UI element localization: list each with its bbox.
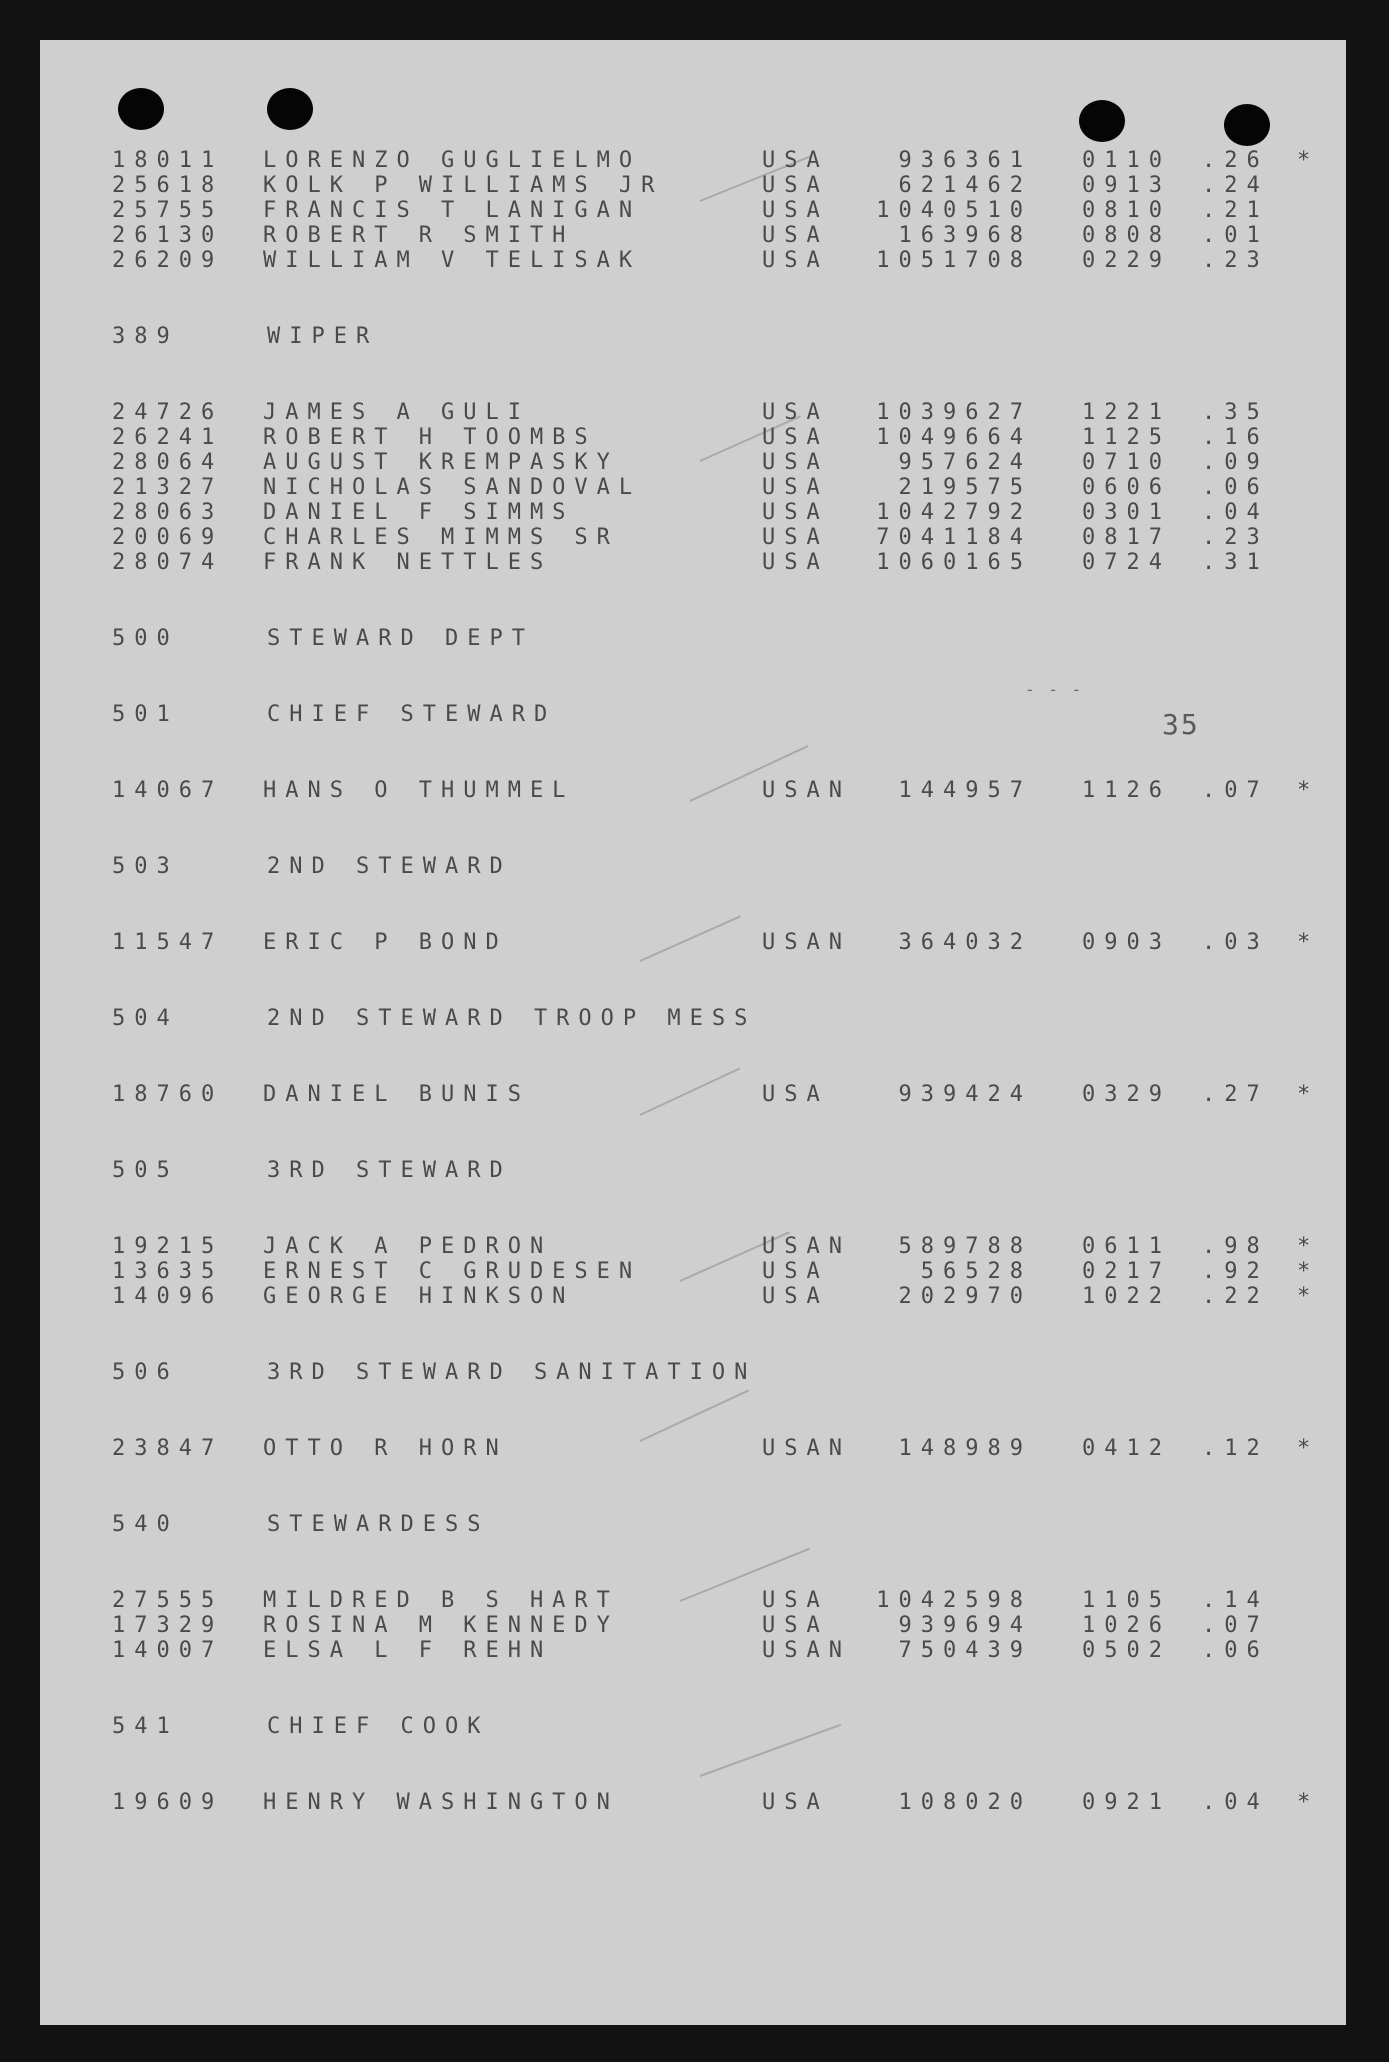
date-code: 1105	[1082, 1588, 1171, 1613]
document-number: 939694	[898, 1613, 1032, 1638]
section-title: 3RD STEWARD SANITATION	[267, 1360, 757, 1385]
member-id: 13635	[112, 1259, 224, 1284]
member-id: 28063	[112, 500, 224, 525]
rate-value: .23	[1202, 248, 1269, 273]
asterisk-mark: *	[1297, 1284, 1311, 1309]
roster-row	[112, 173, 1292, 198]
date-code: 0710	[1082, 450, 1171, 475]
date-code: 1221	[1082, 400, 1171, 425]
document-number: 364032	[898, 930, 1032, 955]
document-number: 1040510	[876, 198, 1032, 223]
nationality: USA	[762, 500, 829, 525]
member-name: CHARLES MIMMS SR	[263, 525, 619, 550]
date-code: 0217	[1082, 1259, 1171, 1284]
date-code: 0611	[1082, 1234, 1171, 1259]
document-number: 148989	[898, 1436, 1032, 1461]
date-code: 0412	[1082, 1436, 1171, 1461]
row-gap	[112, 1815, 1292, 1866]
rate-value: .23	[1202, 525, 1269, 550]
roster-row	[112, 198, 1292, 223]
nationality: USA	[762, 1284, 829, 1309]
nationality: USA	[762, 1790, 829, 1815]
member-name: OTTO R HORN	[263, 1436, 508, 1461]
document-number: 202970	[898, 1284, 1032, 1309]
nationality: USA	[762, 550, 829, 575]
roster-row	[112, 223, 1292, 248]
rate-value: .24	[1202, 173, 1269, 198]
nationality: USA	[762, 173, 829, 198]
section-heading	[112, 702, 1292, 727]
row-gap	[112, 1537, 1292, 1588]
member-name: ELSA L F REHN	[263, 1638, 553, 1663]
row-gap	[112, 955, 1292, 1006]
member-id: 26130	[112, 223, 224, 248]
row-gap	[112, 803, 1292, 854]
roster-row	[112, 425, 1292, 450]
rate-value: .98	[1202, 1234, 1269, 1259]
roster-row	[112, 1588, 1292, 1613]
section-title: 2ND STEWARD TROOP MESS	[267, 1006, 757, 1031]
nationality: USAN	[762, 1638, 851, 1663]
roster-row	[112, 1638, 1292, 1663]
nationality: USA	[762, 450, 829, 475]
section-title: STEWARDESS	[267, 1512, 490, 1537]
document-number: 108020	[898, 1790, 1032, 1815]
rate-value: .27	[1202, 1082, 1269, 1107]
date-code: 0502	[1082, 1638, 1171, 1663]
section-heading	[112, 626, 1292, 651]
date-code: 0329	[1082, 1082, 1171, 1107]
row-gap	[112, 1031, 1292, 1082]
date-code: 1022	[1082, 1284, 1171, 1309]
member-name: FRANK NETTLES	[263, 550, 553, 575]
date-code: 0921	[1082, 1790, 1171, 1815]
member-name: ROBERT R SMITH	[263, 223, 575, 248]
section-code: 506	[112, 1360, 179, 1385]
rate-value: .21	[1202, 198, 1269, 223]
member-id: 25755	[112, 198, 224, 223]
row-gap	[112, 1183, 1292, 1234]
nationality: USA	[762, 223, 829, 248]
nationality: USA	[762, 198, 829, 223]
roster-row	[112, 778, 1311, 803]
rate-value: .07	[1202, 1613, 1269, 1638]
member-name: DANIEL F SIMMS	[263, 500, 575, 525]
asterisk-mark: *	[1297, 1436, 1311, 1461]
asterisk-mark: *	[1297, 1082, 1311, 1107]
date-code: 0301	[1082, 500, 1171, 525]
member-name: GEORGE HINKSON	[263, 1284, 575, 1309]
row-gap	[112, 273, 1292, 324]
nationality: USA	[762, 1588, 829, 1613]
roster-row	[112, 475, 1292, 500]
row-gap	[112, 727, 1292, 778]
document-number: 1039627	[876, 400, 1032, 425]
roster-row	[112, 1259, 1311, 1284]
member-name: WILLIAM V TELISAK	[263, 248, 642, 273]
rate-value: .92	[1202, 1259, 1269, 1284]
rate-value: .06	[1202, 475, 1269, 500]
member-id: 28074	[112, 550, 224, 575]
ink-smudge: - - -	[1025, 680, 1084, 699]
row-gap	[112, 651, 1292, 702]
section-code: 500	[112, 626, 179, 651]
nationality: USA	[762, 148, 829, 173]
date-code: 0810	[1082, 198, 1171, 223]
section-title: STEWARD DEPT	[267, 626, 534, 651]
date-code: 0913	[1082, 173, 1171, 198]
member-name: MILDRED B S HART	[263, 1588, 619, 1613]
section-code: 389	[112, 324, 179, 349]
member-id: 11547	[112, 930, 224, 955]
section-heading	[112, 854, 1292, 879]
rate-value: .09	[1202, 450, 1269, 475]
rate-value: .16	[1202, 425, 1269, 450]
rate-value: .03	[1202, 930, 1269, 955]
nationality: USA	[762, 248, 829, 273]
row-gap	[112, 1107, 1292, 1158]
member-id: 21327	[112, 475, 224, 500]
asterisk-mark: *	[1297, 1790, 1311, 1815]
document-number: 589788	[898, 1234, 1032, 1259]
row-gap	[112, 1385, 1292, 1436]
date-code: 0110	[1082, 148, 1171, 173]
roster-row	[112, 525, 1292, 550]
document-number: 144957	[898, 778, 1032, 803]
row-gap	[112, 575, 1292, 626]
date-code: 0724	[1082, 550, 1171, 575]
nationality: USA	[762, 425, 829, 450]
member-id: 25618	[112, 173, 224, 198]
document-number: 750439	[898, 1638, 1032, 1663]
nationality: USA	[762, 1259, 829, 1284]
section-code: 501	[112, 702, 179, 727]
crew-roster	[112, 148, 1311, 1866]
document-page	[40, 40, 1346, 2025]
section-title: WIPER	[267, 324, 379, 349]
document-number: 621462	[898, 173, 1032, 198]
member-id: 19215	[112, 1234, 224, 1259]
roster-row	[112, 148, 1311, 173]
row-gap	[112, 1739, 1292, 1790]
roster-row	[112, 400, 1292, 425]
member-id: 17329	[112, 1613, 224, 1638]
row-gap	[112, 1461, 1292, 1512]
section-title: CHIEF STEWARD	[267, 702, 557, 727]
date-code: 0808	[1082, 223, 1171, 248]
nationality: USAN	[762, 778, 851, 803]
section-heading	[112, 1512, 1292, 1537]
member-name: LORENZO GUGLIELMO	[263, 148, 642, 173]
row-gap	[112, 1663, 1292, 1714]
member-name: DANIEL BUNIS	[263, 1082, 530, 1107]
nationality: USA	[762, 525, 829, 550]
roster-row	[112, 500, 1292, 525]
member-id: 23847	[112, 1436, 224, 1461]
member-name: ROSINA M KENNEDY	[263, 1613, 619, 1638]
row-gap	[112, 879, 1292, 930]
member-id: 14007	[112, 1638, 224, 1663]
roster-row	[112, 1082, 1311, 1107]
rate-value: .04	[1202, 500, 1269, 525]
member-id: 14067	[112, 778, 224, 803]
roster-row	[112, 550, 1292, 575]
roster-row	[112, 248, 1292, 273]
row-gap	[112, 1309, 1292, 1360]
roster-row	[112, 1284, 1311, 1309]
document-number: 936361	[898, 148, 1032, 173]
member-name: HANS O THUMMEL	[263, 778, 575, 803]
rate-value: .04	[1202, 1790, 1269, 1815]
section-heading	[112, 324, 1292, 349]
asterisk-mark: *	[1297, 1234, 1311, 1259]
section-code: 540	[112, 1512, 179, 1537]
member-id: 24726	[112, 400, 224, 425]
roster-row	[112, 1234, 1311, 1259]
document-number: 7041184	[876, 525, 1032, 550]
date-code: 1026	[1082, 1613, 1171, 1638]
member-id: 26209	[112, 248, 224, 273]
date-code: 1126	[1082, 778, 1171, 803]
nationality: USA	[762, 1082, 829, 1107]
punch-hole	[1079, 100, 1125, 142]
member-name: ERNEST C GRUDESEN	[263, 1259, 642, 1284]
member-id: 18760	[112, 1082, 224, 1107]
member-id: 19609	[112, 1790, 224, 1815]
rate-value: .26	[1202, 148, 1269, 173]
date-code: 0606	[1082, 475, 1171, 500]
roster-row	[112, 450, 1292, 475]
member-name: JACK A PEDRON	[263, 1234, 553, 1259]
asterisk-mark: *	[1297, 778, 1311, 803]
nationality: USAN	[762, 930, 851, 955]
date-code: 0817	[1082, 525, 1171, 550]
date-code: 0229	[1082, 248, 1171, 273]
nationality: USA	[762, 400, 829, 425]
nationality: USA	[762, 475, 829, 500]
member-name: NICHOLAS SANDOVAL	[263, 475, 642, 500]
section-code: 504	[112, 1006, 179, 1031]
member-name: FRANCIS T LANIGAN	[263, 198, 642, 223]
member-id: 14096	[112, 1284, 224, 1309]
member-name: JAMES A GULI	[263, 400, 530, 425]
date-code: 1125	[1082, 425, 1171, 450]
section-title: CHIEF COOK	[267, 1714, 490, 1739]
roster-row	[112, 1436, 1311, 1461]
rate-value: .31	[1202, 550, 1269, 575]
row-gap	[112, 349, 1292, 400]
punch-hole	[118, 88, 164, 130]
roster-row	[112, 1790, 1311, 1815]
member-id: 28064	[112, 450, 224, 475]
member-name: HENRY WASHINGTON	[263, 1790, 619, 1815]
document-number: 1042598	[876, 1588, 1032, 1613]
document-number: 163968	[898, 223, 1032, 248]
member-id: 20069	[112, 525, 224, 550]
date-code: 0903	[1082, 930, 1171, 955]
rate-value: .12	[1202, 1436, 1269, 1461]
section-title: 2ND STEWARD	[267, 854, 512, 879]
member-id: 26241	[112, 425, 224, 450]
document-number: 1060165	[876, 550, 1032, 575]
document-number: 219575	[898, 475, 1032, 500]
asterisk-mark: *	[1297, 930, 1311, 955]
asterisk-mark: *	[1297, 1259, 1311, 1284]
rate-value: .22	[1202, 1284, 1269, 1309]
margin-number: 35	[1162, 708, 1200, 741]
nationality: USAN	[762, 1436, 851, 1461]
rate-value: .14	[1202, 1588, 1269, 1613]
section-heading	[112, 1006, 1292, 1031]
member-name: KOLK P WILLIAMS JR	[263, 173, 664, 198]
document-number: 939424	[898, 1082, 1032, 1107]
rate-value: .35	[1202, 400, 1269, 425]
document-number: 1049664	[876, 425, 1032, 450]
member-name: ERIC P BOND	[263, 930, 508, 955]
section-heading	[112, 1360, 1292, 1385]
section-code: 503	[112, 854, 179, 879]
section-code: 541	[112, 1714, 179, 1739]
member-name: ROBERT H TOOMBS	[263, 425, 597, 450]
nationality: USAN	[762, 1234, 851, 1259]
nationality: USA	[762, 1613, 829, 1638]
roster-row	[112, 1613, 1292, 1638]
punch-hole	[1224, 104, 1270, 146]
section-title: 3RD STEWARD	[267, 1158, 512, 1183]
section-heading	[112, 1158, 1292, 1183]
section-heading	[112, 1714, 1292, 1739]
member-id: 27555	[112, 1588, 224, 1613]
member-id: 18011	[112, 148, 224, 173]
asterisk-mark: *	[1297, 148, 1311, 173]
document-number: 56528	[920, 1259, 1032, 1284]
rate-value: .07	[1202, 778, 1269, 803]
member-name: AUGUST KREMPASKY	[263, 450, 619, 475]
roster-row	[112, 930, 1311, 955]
punch-hole	[267, 88, 313, 130]
document-number: 1042792	[876, 500, 1032, 525]
rate-value: .06	[1202, 1638, 1269, 1663]
rate-value: .01	[1202, 223, 1269, 248]
section-code: 505	[112, 1158, 179, 1183]
document-number: 1051708	[876, 248, 1032, 273]
document-number: 957624	[898, 450, 1032, 475]
